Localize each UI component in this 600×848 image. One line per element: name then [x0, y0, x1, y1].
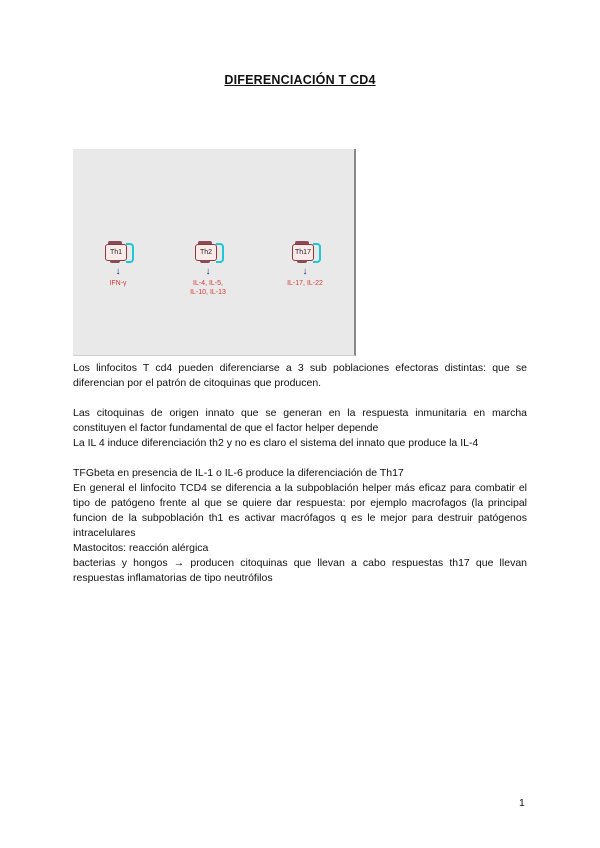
paragraph: La IL 4 induce diferenciación th2 y no es claro el sistema del innato que produce la IL-4 — [73, 437, 479, 449]
paragraph: Las citoquinas de origen innato que se generan en la respuesta inmunitaria en marcha constituyen el factor fundamental de que el factor helper depende — [73, 407, 527, 434]
page-title: DIFERENCIACIÓN T CD4 — [224, 73, 376, 87]
down-arrow-icon: ↓ — [205, 266, 211, 277]
paragraph: En general el linfocito TCD4 se diferencia a la subpoblación helper más eficaz para combatir el tipo de patógeno frente al que se quiere dar respuesta: por ejemplo macrofagos (la principal funcion de la subpoblación th1 es activar macrófagos q es le mejor para destruir patógenos intracelulares — [73, 482, 527, 539]
th17-cell-icon — [288, 239, 322, 265]
th17-cell-label: Th17 — [292, 244, 314, 261]
paragraph: Los linfocitos T cd4 pueden diferenciarse a 3 sub poblaciones efectoras distintas: que se diferencian por el patrón de citoquinas que producen. — [73, 362, 527, 389]
down-arrow-icon: ↓ — [115, 266, 121, 277]
down-arrow-icon: ↓ — [302, 266, 308, 277]
th-differentiation-figure — [73, 149, 356, 356]
th2-cytokines: IL-4, IL-5, IL-10, IL-13 — [190, 280, 226, 296]
th1-cell-icon — [101, 239, 135, 265]
th2-cell — [163, 239, 253, 297]
paragraph: TFGbeta en presencia de IL-1 o IL-6 produce la diferenciación de Th17 — [73, 467, 404, 479]
th2-cell-icon — [191, 239, 225, 265]
receptor-icon — [126, 243, 134, 263]
th1-cell-label: Th1 — [105, 244, 127, 261]
th17-cell — [260, 239, 350, 288]
body-text — [73, 361, 527, 586]
th17-cytokines: IL-17, IL-22 — [287, 280, 323, 287]
th2-cell-label: Th2 — [195, 244, 217, 261]
page-number: 1 — [519, 797, 525, 809]
paragraph: Mastocitos: reacción alérgica — [73, 542, 209, 554]
receptor-icon — [313, 243, 321, 263]
receptor-icon — [216, 243, 224, 263]
th1-cytokines: IFN-γ — [109, 280, 127, 287]
th1-cell — [73, 239, 163, 288]
paragraph: bacterias y hongos → producen citoquinas que llevan a cabo respuestas th17 que llevan respuestas inflamatorias de tipo neutrófilos — [73, 557, 527, 584]
